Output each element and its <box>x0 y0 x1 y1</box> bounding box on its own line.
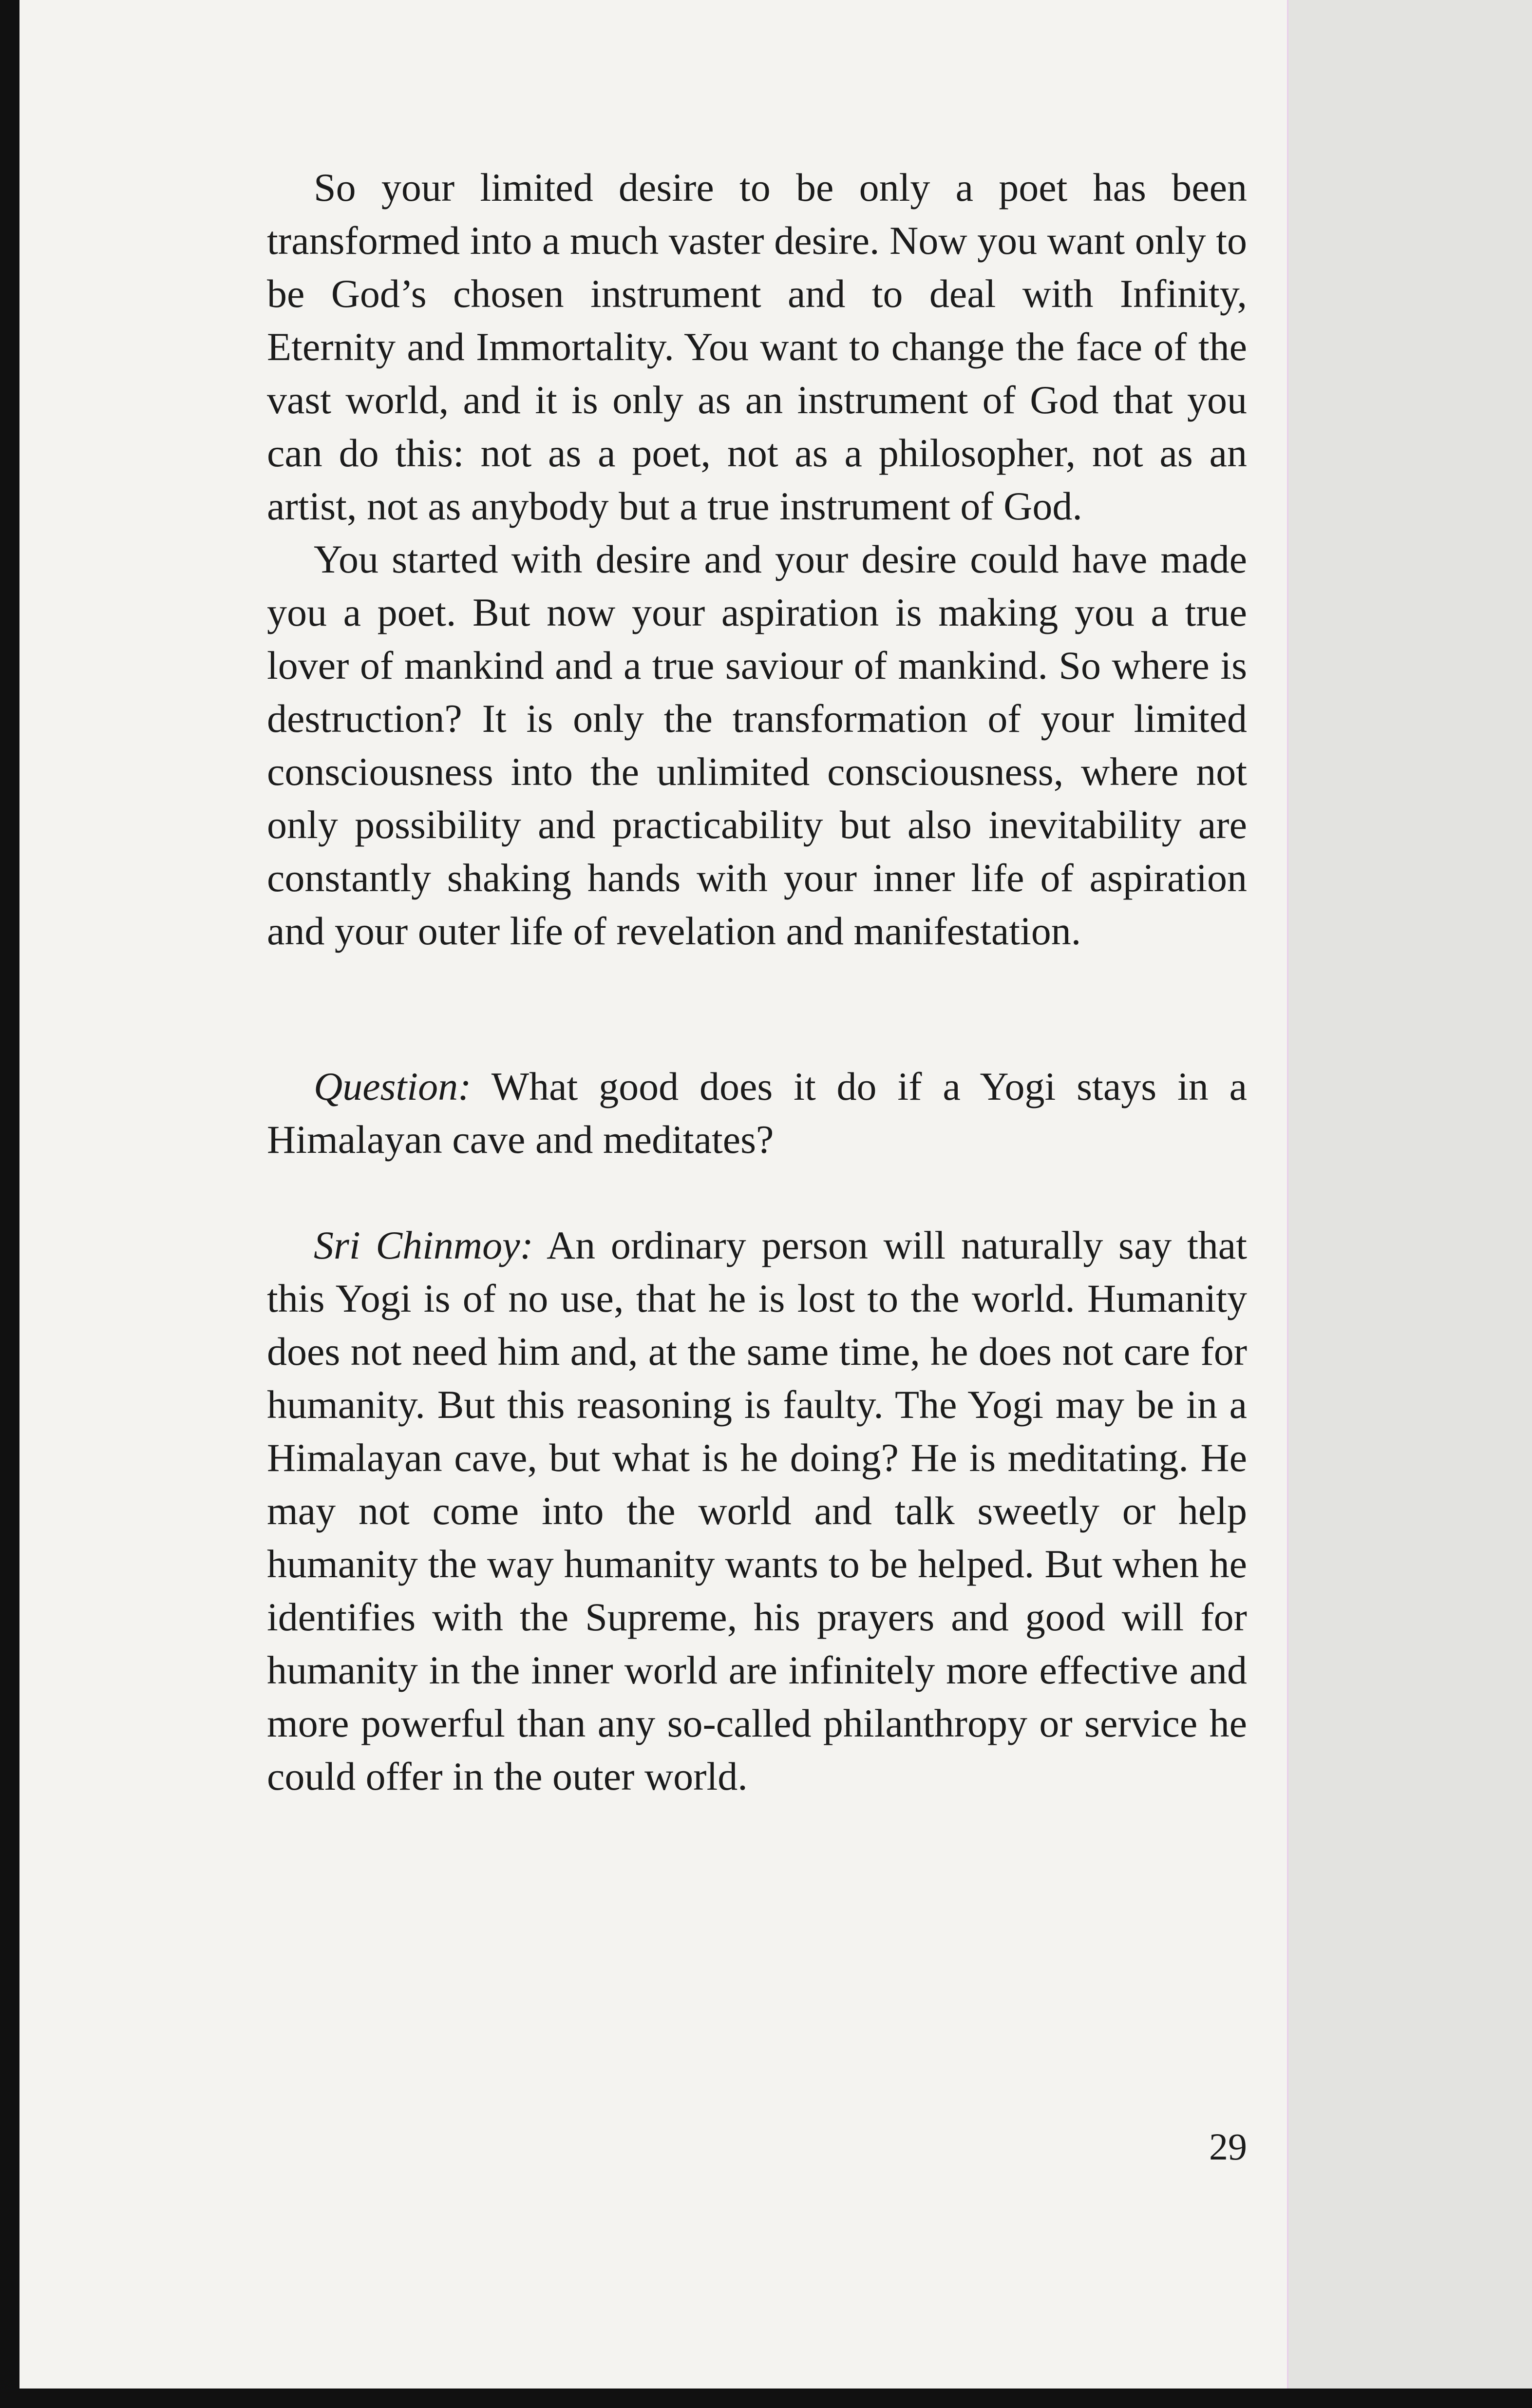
paragraph-transformation: You started with desire and your desire could have made you a poet. But now your aspiration is making you a true lover of mankind and a true saviour of mankind. So where is destruction? It is only the transformation of your limited consciousness into the unlimited consciousness, where not only possibility and practicability but also inevitability are constantly shaking hands with your inner life of aspiration and your outer life of revelation and manifestation. <box>267 537 1247 953</box>
question-block <box>267 1060 1247 1166</box>
paragraph-limited-desire: So your limited desire to be only a poet has been transformed into a much vaster desire. Now you want only to be God’s chosen instrument and to deal with Infinity, Eternity and Immortality. You want to change the face of the vast world, and it is only as an instrument of God that you can do this: not as a poet, not as a philosopher, not as an artist, not as anybody but a true instrument of God. <box>267 165 1247 528</box>
question-label: Question: <box>314 1064 472 1108</box>
page-number: 29 <box>1209 2125 1247 2168</box>
scanner-background-strip <box>1288 0 1532 2389</box>
scanner-bottom-edge <box>0 2389 1532 2408</box>
page-text <box>267 161 1247 1803</box>
answer-block <box>267 1219 1247 1803</box>
question-text: What good does it do if a Yogi stays in a Himalayan cave and meditates? <box>267 1064 1247 1162</box>
answer-speaker-label: Sri Chinmoy: <box>314 1223 533 1267</box>
scanner-left-edge <box>0 0 19 2408</box>
answer-text: An ordinary person will naturally say that this Yogi is of no use, that he is lost to the world. Humanity does not need him and, at the same time, he does not care for humanity. But this reasoning is faulty. The Yogi may be in a Himalayan cave, but what is he doing? He is meditating. He may not come into the world and talk sweetly or help humanity the way humanity wants to be helped. But when he identifies with the Supreme, his prayers and good will for humanity in the inner world are infinitely more effective and more powerful than any so-called philanthropy or service he could offer in the outer world. <box>267 1223 1247 1798</box>
